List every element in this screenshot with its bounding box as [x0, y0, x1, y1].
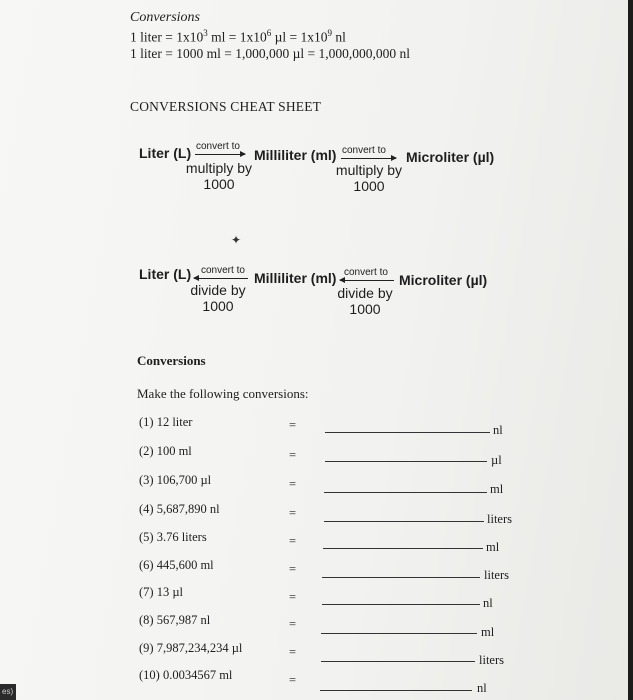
answer-line-1[interactable] [325, 432, 490, 433]
unit-10: nl [477, 681, 487, 695]
unit-1: nl [493, 423, 503, 437]
question-9: (9) 7,987,234,234 µl [139, 641, 243, 655]
answer-line-3[interactable] [324, 492, 487, 493]
header-line-decimal: 1 liter = 1000 ml = 1,000,000 µl = 1,000,000,000 nl [130, 46, 410, 61]
exercise-instructions: Make the following conversions: [137, 386, 309, 401]
unit-8: ml [481, 625, 495, 639]
unit-3: ml [490, 482, 504, 496]
equals-3: = [289, 477, 297, 491]
equals-7: = [289, 590, 297, 604]
question-5: (5) 3.76 liters [139, 530, 207, 544]
equals-10: = [289, 673, 297, 687]
divide-arrow1 [194, 278, 248, 279]
multiply-unit-liter: Liter (L) [139, 145, 192, 161]
equals-1: = [289, 418, 297, 432]
exercise-title: Conversions [137, 353, 206, 368]
unit-2: µl [491, 453, 502, 467]
multiply-arrow1 [195, 154, 245, 155]
equals-5: = [289, 534, 297, 548]
unit-7: nl [483, 596, 493, 610]
divide-unit-milliliter: Milliliter (ml) [254, 270, 337, 286]
question-6: (6) 445,600 ml [139, 558, 214, 572]
divide-arrow1-label: convert to [201, 265, 245, 276]
question-3: (3) 106,700 µl [139, 473, 212, 487]
question-8: (8) 567,987 nl [139, 613, 211, 627]
multiply-unit-milliliter: Milliliter (ml) [254, 147, 337, 163]
equals-6: = [289, 562, 297, 576]
divide-op2: divide by 1000 [337, 285, 393, 317]
question-1: (1) 12 liter [139, 415, 193, 429]
equals-8: = [289, 617, 297, 631]
multiply-unit-microliter: Microliter (µl) [406, 149, 495, 165]
answer-line-9[interactable] [321, 661, 475, 662]
divide-arrow2 [340, 280, 394, 281]
answer-line-5[interactable] [323, 548, 483, 549]
multiply-arrow1-label: convert to [196, 141, 240, 152]
divide-op1: divide by 1000 [190, 282, 246, 314]
question-7: (7) 13 µl [139, 585, 184, 599]
multiply-arrow2 [341, 158, 396, 159]
answer-line-7[interactable] [322, 604, 480, 605]
question-2: (2) 100 ml [139, 444, 192, 458]
header-title: Conversions [130, 10, 200, 25]
divide-arrow2-label: convert to [344, 267, 388, 278]
unit-5: ml [486, 540, 500, 554]
unit-9: liters [479, 653, 504, 667]
answer-line-2[interactable] [325, 461, 487, 462]
question-10: (10) 0.0034567 ml [139, 668, 233, 682]
equals-2: = [289, 448, 297, 462]
unit-4: liters [487, 512, 512, 526]
answer-line-4[interactable] [324, 521, 484, 522]
cursor-sparkle-icon: ✦ [231, 233, 242, 247]
cheat-sheet-title: CONVERSIONS CHEAT SHEET [130, 99, 322, 114]
unit-6: liters [484, 568, 509, 582]
equals-9: = [289, 645, 297, 659]
edge-label: es) [0, 684, 16, 700]
multiply-arrow2-label: convert to [342, 145, 386, 156]
answer-line-8[interactable] [321, 633, 477, 634]
header-line-scientific: 1 liter = $1x10^3$ ml = $1x10^6$ $\mu l = 1x10^9$ nl [130, 28, 346, 45]
multiply-op1: multiply by 1000 [185, 160, 253, 192]
divide-unit-liter: Liter (L) [139, 266, 192, 282]
answer-line-10[interactable] [320, 690, 472, 691]
multiply-op2: multiply by 1000 [335, 162, 403, 194]
divide-unit-microliter: Microliter (µl) [399, 272, 488, 288]
equals-4: = [289, 506, 297, 520]
answer-line-6[interactable] [322, 577, 480, 578]
question-4: (4) 5,687,890 nl [139, 502, 220, 516]
